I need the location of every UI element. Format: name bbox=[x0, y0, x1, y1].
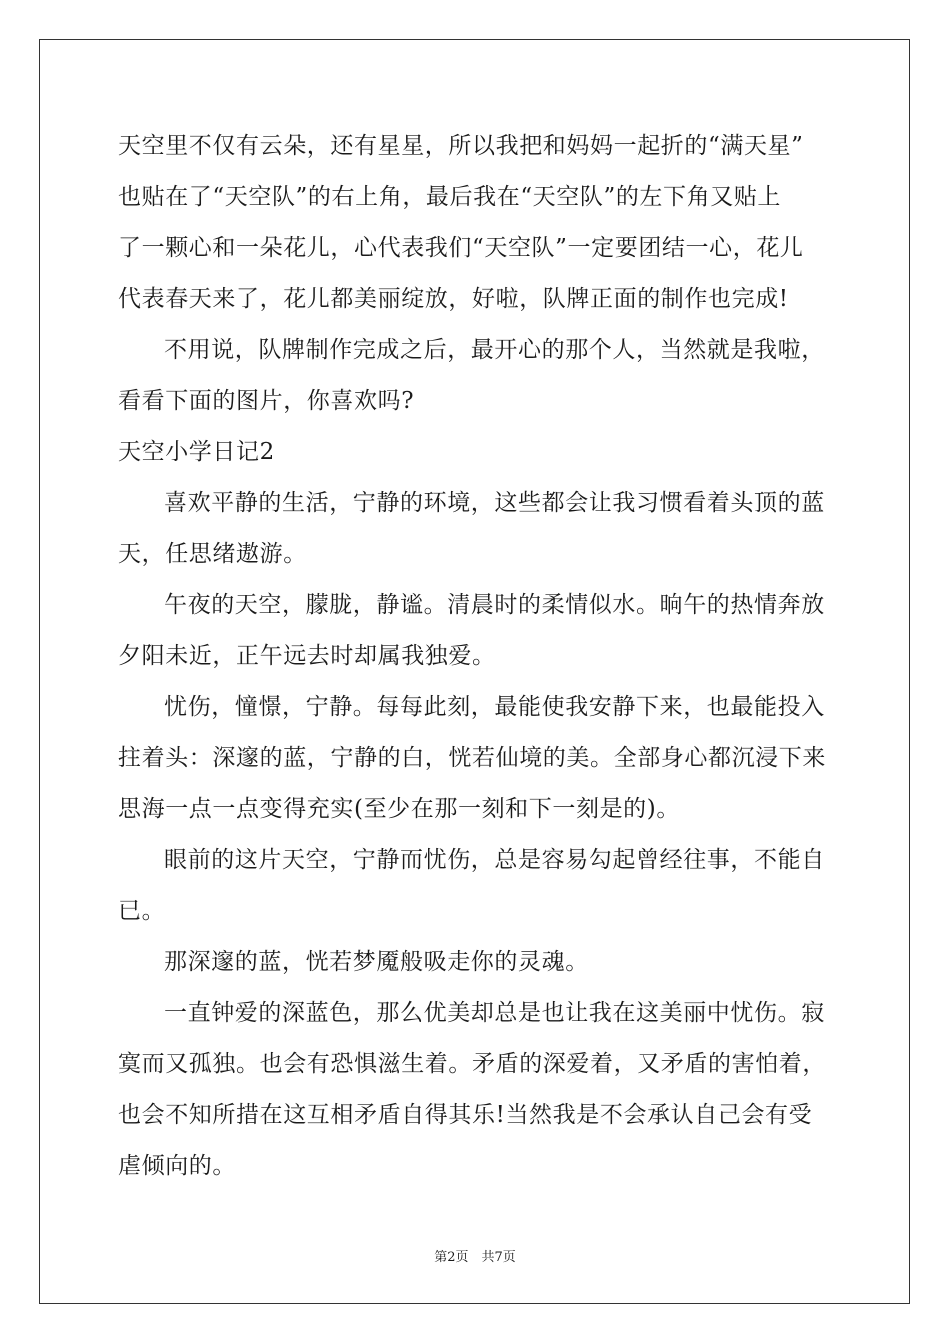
text-line: 天空里不仅有云朵，还有星星，所以我把和妈妈一起折的“满天星” bbox=[118, 133, 804, 159]
text-line: 看看下面的图片，你喜欢吗? bbox=[118, 388, 415, 414]
paragraph-first-line: 不用说，队牌制作完成之后，最开心的那个人，当然就是我啦， bbox=[164, 337, 825, 363]
text-line: 也贴在了“天空队”的右上角，最后我在“天空队”的左下角又贴上 bbox=[118, 184, 782, 210]
paragraph-first-line: 喜欢平静的生活，宁静的环境，这些都会让我习惯看着头顶的蓝 bbox=[164, 490, 825, 516]
text-line: 已。 bbox=[118, 898, 166, 924]
text-line: 拄着头：深邃的蓝，宁静的白，恍若仙境的美。全部身心都沉浸下来 bbox=[118, 745, 826, 771]
text-line: 也会不知所措在这互相矛盾自得其乐!当然我是不会承认自己会有受 bbox=[118, 1102, 813, 1128]
paragraph-first-line: 眼前的这片天空，宁静而忧伤，总是容易勾起曾经往事，不能自 bbox=[164, 847, 825, 873]
section-heading: 天空小学日记2 bbox=[118, 439, 275, 465]
paragraph-first-line: 一直钟爱的深蓝色，那么优美却总是也让我在这美丽中忧伤。寂 bbox=[164, 1000, 825, 1026]
text-line: 夕阳未近，正午远去时却属我独爱。 bbox=[118, 643, 496, 669]
text-line: 寞而又孤独。也会有恐惧滋生着。矛盾的深爱着，又矛盾的害怕着， bbox=[118, 1051, 826, 1077]
paragraph-first-line: 忧伤，憧憬，宁静。每每此刻，最能使我安静下来，也最能投入 bbox=[164, 694, 825, 720]
document-body bbox=[118, 130, 836, 1201]
text-line: 了一颗心和一朵花儿，心代表我们“天空队”一定要团结一心，花儿 bbox=[118, 235, 804, 261]
text-line: 代表春天来了，花儿都美丽绽放，好啦，队牌正面的制作也完成! bbox=[118, 286, 789, 312]
text-line: 天，任思绪遨游。 bbox=[118, 541, 307, 567]
paragraph-first-line: 那深邃的蓝，恍若梦魇般吸走你的灵魂。 bbox=[164, 949, 589, 975]
page-number: 第2页 共7页 bbox=[434, 1250, 516, 1265]
paragraph-first-line: 午夜的天空，朦胧，静谧。清晨时的柔情似水。晌午的热情奔放 bbox=[164, 592, 825, 618]
text-line: 虐倾向的。 bbox=[118, 1153, 236, 1179]
text-line: 思海一点一点变得充实(至少在那一刻和下一刻是的)。 bbox=[118, 796, 680, 822]
